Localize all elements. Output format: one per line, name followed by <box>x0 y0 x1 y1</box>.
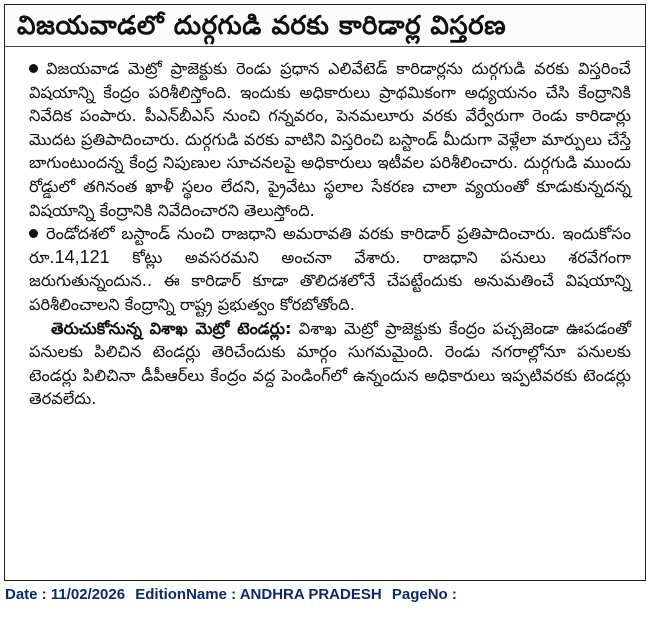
footer-metadata <box>5 585 645 605</box>
page-number-label: PageNo : <box>391 586 457 603</box>
paragraph-2-text-start: రెండోదశలో బస్టాండ్ నుంచి రాజధాని అమరావతి వరకు కారిడార్ ప్రతిపాదించారు. ఇందుకోసం రూ. <box>29 224 631 267</box>
paragraph-3-text: విశాఖ మెట్రో ప్రాజెక్టుకు కేంద్రం పచ్చజెండా ఊపడంతో పనులకు పిలిచిన టెండర్లు తెరిచేందుకు మార్గం సుగమమైంది. రెండు నగరాల్లోనూ పనులకు టెండర్లు పిలిచినా డీపీఆర్‌లు కేంద్రం వద్ద పెండింగ్‌లో ఉన్నందున అధికారులు ఇప్పటివరకు టెండర్లు తెరవలేదు. <box>29 318 631 409</box>
paragraph-2 <box>29 222 631 316</box>
news-clipping <box>4 4 646 581</box>
headline: విజయవాడలో దుర్గగుడి వరకు కారిడార్ల విస్తరణ <box>5 5 645 47</box>
article-body <box>5 57 645 411</box>
edition-label: EditionName : ANDHRA PRADESH <box>135 586 382 603</box>
bullet-icon <box>29 229 38 238</box>
paragraph-2-text-end: కోట్లు అవసరమని అంచనా వేశారు. రాజధాని పనులు శరవేగంగా జరుగుతున్నందున.. ఈ కారిడార్ కూడా తొలిదశలోనే చేపట్టేందుకు అనుమతించే విషయాన్ని పరిశీలించాలని కేంద్రాన్ని రాష్ట్ర ప్రభుత్వం కోరబోతోంది. <box>29 247 631 314</box>
subheading: తెరుచుకోనున్న విశాఖ మెట్రో టెండర్లు: <box>51 318 292 338</box>
date-label: Date : 11/02/2026 <box>5 586 126 603</box>
paragraph-1 <box>29 57 631 222</box>
bullet-icon <box>29 64 38 73</box>
paragraph-1-text: విజయవాడ మెట్రో ప్రాజెక్టుకు రెండు ప్రధాన ఎలివేటెడ్ కారిడార్లను దుర్గగుడి వరకు విస్తరించే విషయాన్ని కేంద్రం పరిశీలిస్తోంది. ఇందుకు అధికారులు ప్రాథమికంగా అధ్యయనం చేసి కేంద్రానికి నివేదిక పంపారు. పీఎన్‌బీఎస్ నుంచి గన్నవరం, పెనమలూరు వరకు వేర్వేరుగా రెండు కారిడార్లు మొదట ప్రతిపాదించారు. దుర్గగుడి వరకు వాటిని విస్తరించి బస్టాండ్ మీదుగా వెళ్లేలా మార్పులు చేస్తే బాగుంటుందన్న కేంద్ర నిపుణుల సూచనలపై అధికారులు ఇటీవల పరిశీలించారు. దుర్గగుడి ముందు రోడ్డులో తగినంత ఖాళీ స్థలం లేదని, ప్రైవేటు స్థలాల సేకరణ చాలా వ్యయంతో కూడుకున్నదన్న విషయాన్ని కేంద్రానికి నివేదించారని తెలుస్తోంది. <box>29 59 631 220</box>
paragraph-3 <box>29 317 631 411</box>
amount-value: 14,121 <box>54 246 110 267</box>
